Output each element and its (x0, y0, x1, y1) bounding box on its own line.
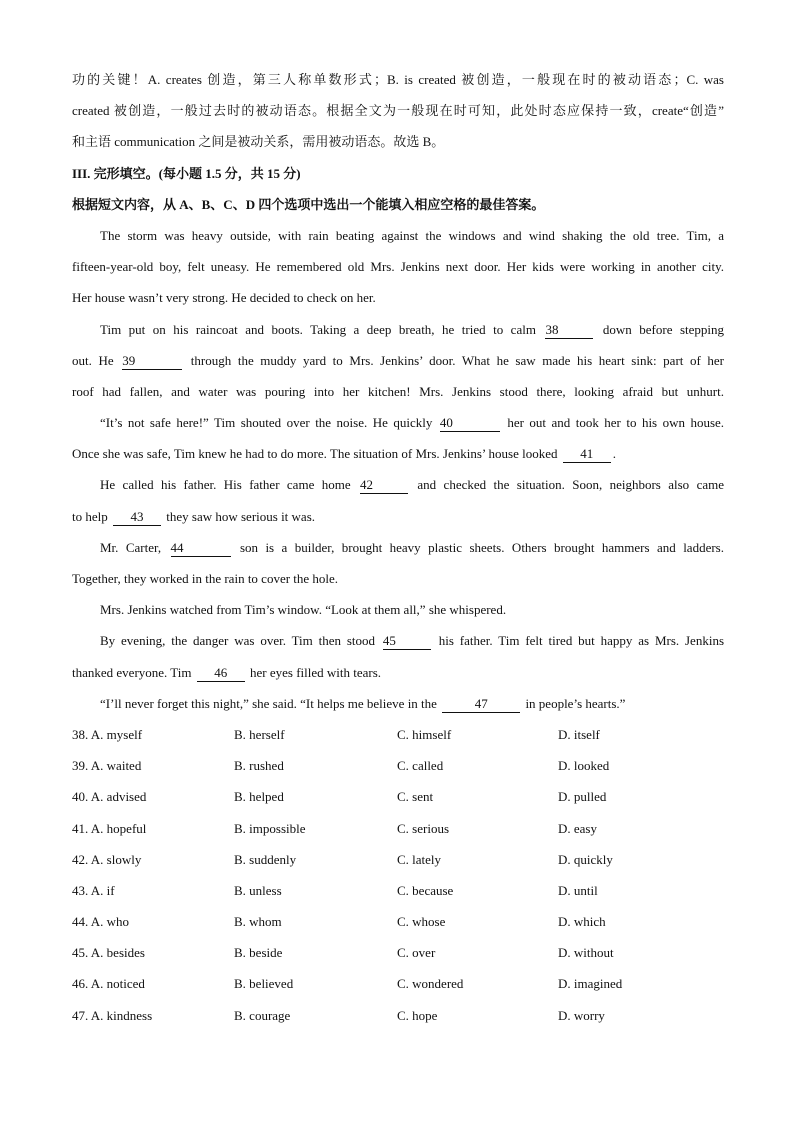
option-row-45 (72, 937, 724, 968)
options-list (72, 719, 724, 1031)
option-b: B. rushed (234, 758, 284, 774)
passage-p1-line-1: The storm was heavy outside, with rain beating against the windows and wind shaking the old tree. Tim, a (100, 227, 724, 243)
option-a: 43. A. if (72, 882, 115, 898)
option-b: B. courage (234, 1007, 291, 1023)
section-title: III. 完形填空。(每小题 1.5 分，共 15 分) (72, 165, 301, 181)
option-c: C. serious (397, 820, 449, 836)
passage-text: He called his father. His father came home (100, 477, 351, 493)
option-row-46 (72, 968, 724, 999)
section-instruction: 根据短文内容，从 A、B、C、D 四个选项中选出一个能填入相应空格的最佳答案。 (72, 196, 545, 212)
option-c: C. hope (397, 1007, 438, 1023)
blank-45: 45 (383, 634, 431, 650)
option-d: D. until (558, 882, 598, 898)
option-row-43 (72, 875, 724, 906)
option-b: B. helped (234, 789, 284, 805)
explanation-line-3: 和主语 communication 之间是被动关系，需用被动语态。故选 B。 (72, 134, 445, 150)
option-a: 40. A. advised (72, 789, 147, 805)
passage-text: his father. Tim felt tired but happy as Mrs. Jenkins (438, 633, 725, 649)
passage-p6: Mrs. Jenkins watched from Tim’s window. “Look at them all,” she whispered. (100, 602, 507, 618)
option-d: D. without (558, 945, 614, 961)
option-a: 44. A. who (72, 914, 130, 930)
option-d: D. easy (558, 820, 597, 836)
passage-text: son is a builder, brought heavy plastic sheets. Others brought hammers and ladders. (239, 539, 724, 555)
option-a: 42. A. slowly (72, 851, 142, 867)
option-row-47 (72, 1000, 724, 1031)
exam-page (72, 64, 724, 1031)
option-d: D. pulled (558, 789, 607, 805)
blank-42: 42 (360, 478, 408, 494)
blank-41: 41 (563, 447, 611, 463)
passage-p7-line-1 (72, 625, 724, 656)
passage-p5-line-1 (72, 532, 724, 563)
option-a: 46. A. noticed (72, 976, 145, 992)
passage-p4-line-1 (72, 469, 724, 500)
option-c: C. lately (397, 851, 442, 867)
blank-38: 38 (545, 323, 593, 339)
option-row-38 (72, 719, 724, 750)
passage-text: Once she was safe, Tim knew he had to do more. The situation of Mrs. Jenkins’ house looked (72, 446, 558, 462)
passage-p2-line-2 (72, 345, 724, 376)
blank-46: 46 (197, 666, 245, 682)
option-row-42 (72, 844, 724, 875)
passage-text: “It’s not safe here!” Tim shouted over the noise. He quickly (100, 415, 433, 431)
passage-p5-line-2: Together, they worked in the rain to cover the hole. (72, 571, 339, 586)
passage-text: in people’s hearts.” (525, 695, 626, 711)
blank-47: 47 (442, 697, 520, 713)
explanation-line-2: created 被创造，一般过去时的被动语态。根据全文为一般现在时可知，此处时态应保持一致，create“创造” (72, 103, 724, 119)
passage-p3-line-2 (72, 438, 724, 469)
passage-text: through the muddy yard to Mrs. Jenkins’ door. What he saw made his heart sink: part of her (190, 352, 724, 368)
passage-text: Mr. Carter, (100, 539, 162, 555)
blank-43: 43 (113, 510, 161, 526)
option-a: 47. A. kindness (72, 1007, 153, 1023)
passage-text: her eyes filled with tears. (250, 664, 382, 680)
passage-p8 (72, 688, 724, 719)
passage-text: thanked everyone. Tim (72, 664, 192, 680)
option-d: D. looked (558, 758, 610, 774)
passage-p3-line-1 (72, 407, 724, 438)
passage-text: out. He (72, 352, 114, 368)
option-row-44 (72, 906, 724, 937)
passage-p2-line-1 (72, 314, 724, 345)
option-b: B. suddenly (234, 851, 297, 867)
option-a: 38. A. myself (72, 726, 143, 742)
passage-p7-line-2 (72, 657, 724, 688)
option-a: 39. A. waited (72, 758, 142, 774)
option-d: D. imagined (558, 976, 623, 992)
option-c: C. wondered (397, 976, 464, 992)
passage-p4-line-2 (72, 501, 724, 532)
option-d: D. itself (558, 726, 600, 742)
option-d: D. worry (558, 1007, 605, 1023)
passage-text: . (612, 446, 617, 462)
passage-p1-line-2: fifteen-year-old boy, felt uneasy. He remembered old Mrs. Jenkins next door. Her kids were working in another city. (72, 259, 724, 275)
option-b: B. beside (234, 945, 283, 961)
passage-text: Tim put on his raincoat and boots. Taking a deep breath, he tried to calm (100, 321, 536, 337)
option-row-39 (72, 750, 724, 781)
passage-text: her out and took her to his own house. (507, 415, 725, 431)
passage-text: they saw how serious it was. (166, 508, 316, 524)
option-c: C. whose (397, 914, 446, 930)
option-b: B. herself (234, 726, 285, 742)
option-a: 41. A. hopeful (72, 820, 147, 836)
passage-text: and checked the situation. Soon, neighbors also came (417, 477, 724, 493)
option-row-41 (72, 813, 724, 844)
option-a: 45. A. besides (72, 945, 145, 961)
option-row-40 (72, 781, 724, 812)
explanation-line-1: 功的关键！A. creates 创造，第三人称单数形式；B. is created 被创造，一般现在时的被动语态；C. was (72, 72, 724, 87)
option-c: C. called (397, 758, 444, 774)
passage-p2-line-3: roof had fallen, and water was pouring into her kitchen! Mrs. Jenkins stood there, looking afraid but unhurt. (72, 383, 724, 399)
option-c: C. because (397, 882, 454, 898)
option-b: B. impossible (234, 820, 306, 836)
option-b: B. whom (234, 914, 282, 930)
option-b: B. believed (234, 976, 294, 992)
passage-text: By evening, the danger was over. Tim then stood (100, 633, 376, 649)
option-d: D. quickly (558, 851, 613, 867)
option-c: C. himself (397, 726, 452, 742)
blank-40: 40 (440, 416, 500, 432)
passage-text: to help (72, 508, 108, 524)
blank-39: 39 (122, 354, 182, 370)
passage-text: “I’ll never forget this night,” she said. “It helps me believe in the (100, 695, 437, 711)
option-b: B. unless (234, 882, 282, 898)
option-c: C. sent (397, 789, 434, 805)
option-c: C. over (397, 945, 436, 961)
passage-text: down before stepping (602, 321, 725, 337)
passage-p1-line-3: Her house wasn’t very strong. He decided to check on her. (72, 290, 376, 306)
blank-44: 44 (171, 541, 231, 557)
option-d: D. which (558, 914, 606, 930)
